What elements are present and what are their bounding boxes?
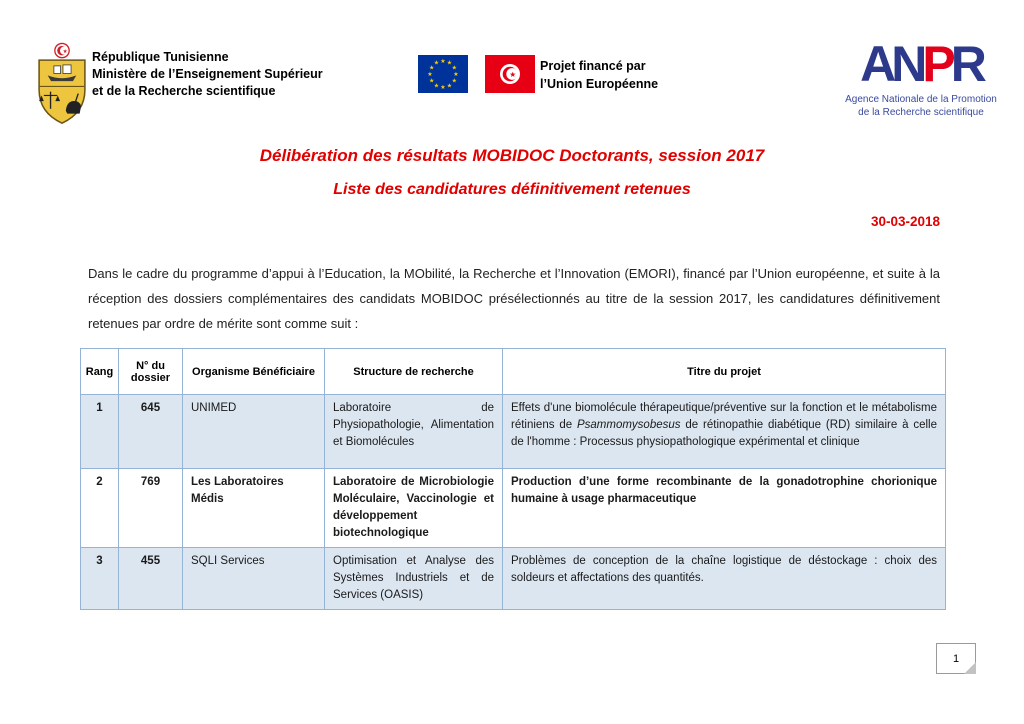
cell-titre bbox=[503, 395, 946, 469]
column-header-dossier: N° du dossier bbox=[119, 349, 183, 395]
table-header-row bbox=[81, 349, 946, 395]
table-row bbox=[81, 548, 946, 610]
eu-flag-icon bbox=[418, 55, 468, 93]
folded-corner-icon bbox=[964, 662, 976, 674]
funding-line2: l’Union Européenne bbox=[540, 77, 659, 91]
cell-organisme: SQLI Services bbox=[183, 548, 325, 610]
page-number: 1 bbox=[952, 652, 960, 665]
results-table bbox=[80, 348, 946, 610]
anpr-letters-an: AN bbox=[860, 36, 923, 92]
titre-species-italic: Psammomysobesus bbox=[576, 419, 681, 431]
titre-text: de rétinopathie diabétique (RD) similaire à celle de l'homme : Processus physiopathologique expérimental et clinique bbox=[511, 419, 937, 448]
svg-text:★: ★ bbox=[446, 60, 453, 67]
svg-text:★: ★ bbox=[433, 83, 440, 90]
cell-structure: Optimisation et Analyse des Systèmes Industriels et de Services (OASIS) bbox=[325, 548, 503, 610]
anpr-wordmark bbox=[826, 36, 1016, 92]
cell-dossier: 645 bbox=[119, 395, 183, 469]
cell-organisme: UNIMED bbox=[183, 395, 325, 469]
svg-text:★: ★ bbox=[62, 49, 68, 56]
document-date: 30-03-2018 bbox=[870, 214, 940, 229]
table-row bbox=[81, 395, 946, 469]
svg-text:★: ★ bbox=[427, 72, 433, 78]
anpr-letter-p: P bbox=[922, 36, 951, 92]
funding-text bbox=[540, 57, 658, 93]
intro-paragraph: Dans le cadre du programme d’appui à l’Education, la MObilité, la Recherche et l’Innovation (EMORI), financé par l’Union européenne, et suite à la réception des dossiers complémentaires des candidats MOBIDOC présélectionnés au titre de la session 2017, les candidatures définitivement retenues par ordre de mérite sont comme suit : bbox=[88, 266, 940, 331]
ministry-line2: Ministère de l’Enseignement Supérieur bbox=[92, 67, 323, 81]
svg-text:★: ★ bbox=[440, 59, 446, 65]
table-row bbox=[81, 469, 946, 548]
cell-dossier: 769 bbox=[119, 469, 183, 548]
cell-structure: Laboratoire de Microbiologie Moléculaire, Vaccinologie et développement biotechnologique bbox=[325, 469, 503, 548]
results-table-wrapper bbox=[80, 348, 946, 610]
cell-rang: 2 bbox=[81, 469, 119, 548]
anpr-logo bbox=[826, 36, 1016, 119]
cell-titre: Problèmes de conception de la chaîne logistique de déstockage : choix des soldeurs et affectations des quantités. bbox=[503, 548, 946, 610]
cell-rang: 3 bbox=[81, 548, 119, 610]
tunisia-flag-icon bbox=[485, 55, 535, 93]
svg-text:★: ★ bbox=[451, 78, 457, 85]
svg-text:★: ★ bbox=[451, 65, 457, 72]
titre-text: Effets d'une biomolécule thérapeutique/préventive sur la fonction et le métabolisme rétiniens de bbox=[511, 402, 937, 431]
cell-organisme: Les Laboratoires Médis bbox=[183, 469, 325, 548]
page-number-marker bbox=[936, 643, 976, 674]
cell-rang: 1 bbox=[81, 395, 119, 469]
anpr-subtitle-line2: de la Recherche scientifique bbox=[858, 107, 984, 118]
funding-flags bbox=[418, 55, 535, 93]
document-subtitle: Liste des candidatures définitivement retenues bbox=[333, 181, 691, 198]
svg-text:★: ★ bbox=[433, 60, 440, 67]
funding-line1: Projet financé par bbox=[540, 59, 646, 73]
svg-text:★: ★ bbox=[429, 78, 435, 85]
svg-text:★: ★ bbox=[509, 69, 517, 79]
ministry-line3: et de la Recherche scientifique bbox=[92, 84, 276, 98]
anpr-subtitle-line1: Agence Nationale de la Promotion bbox=[845, 94, 997, 105]
ministry-header bbox=[92, 49, 323, 100]
tunisia-coat-of-arms-icon bbox=[33, 42, 91, 131]
column-header-rang: Rang bbox=[81, 349, 119, 395]
cell-structure: Laboratoire de Physiopathologie, Alimentation et Biomolécules bbox=[325, 395, 503, 469]
column-header-titre: Titre du projet bbox=[503, 349, 946, 395]
ministry-line1: République Tunisienne bbox=[92, 50, 229, 64]
svg-text:★: ★ bbox=[453, 72, 459, 78]
column-header-structure: Structure de recherche bbox=[325, 349, 503, 395]
cell-dossier: 455 bbox=[119, 548, 183, 610]
anpr-subtitle bbox=[826, 93, 1016, 119]
document-title: Délibération des résultats MOBIDOC Doctorants, session 2017 bbox=[259, 146, 765, 165]
column-header-organisme: Organisme Bénéficiaire bbox=[183, 349, 325, 395]
svg-text:★: ★ bbox=[446, 83, 453, 90]
cell-titre: Production d’une forme recombinante de la gonadotrophine chorionique humaine à usage pharmaceutique bbox=[503, 469, 946, 548]
anpr-letter-r: R bbox=[950, 36, 982, 92]
svg-text:★: ★ bbox=[429, 65, 435, 72]
svg-text:★: ★ bbox=[440, 85, 446, 91]
